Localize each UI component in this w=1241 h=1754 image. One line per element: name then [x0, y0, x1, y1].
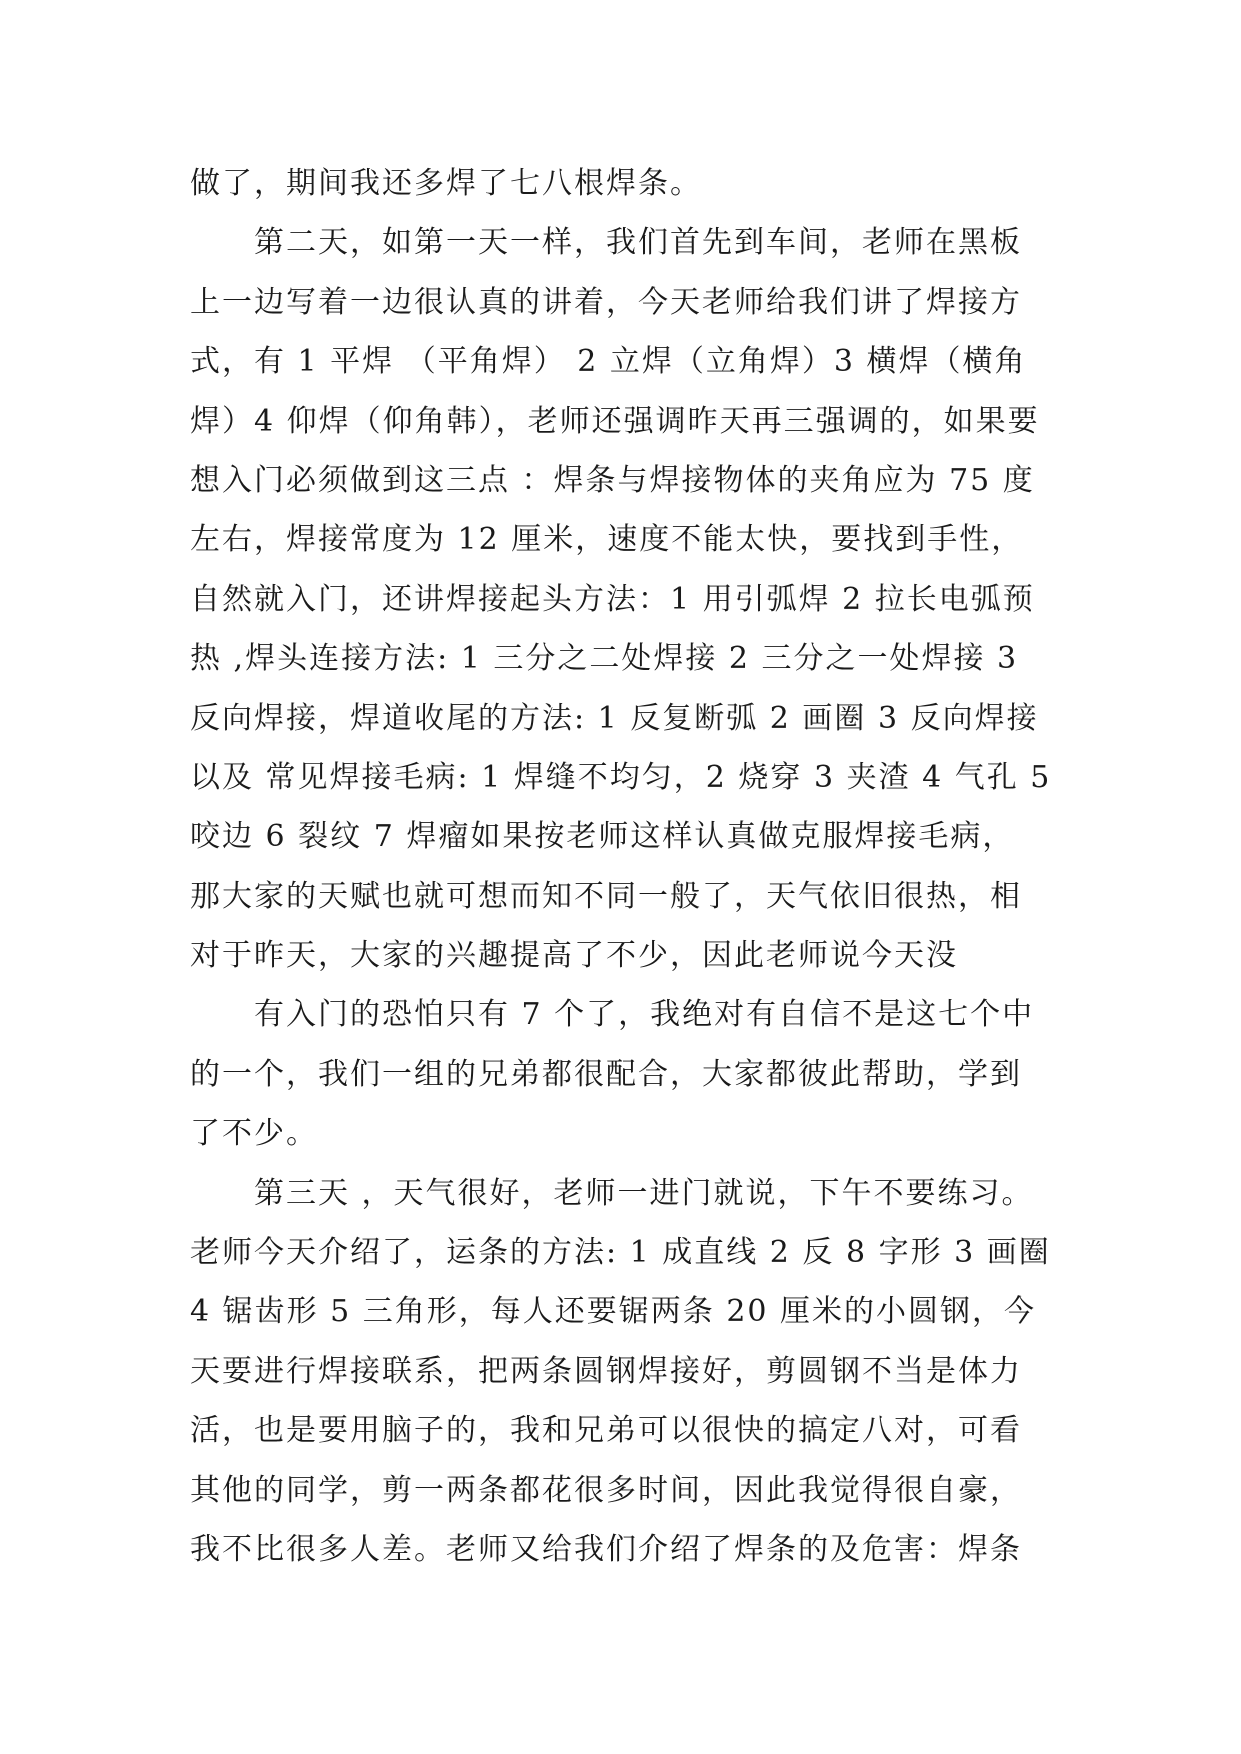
text-line: 的一个，我们一组的兄弟都很配合，大家都彼此帮助，学到	[190, 1056, 1022, 1092]
text-line: 想入门必须做到这三点 ：焊条与焊接物体的夹角应为 75 度	[190, 462, 1035, 498]
text-line: 活，也是要用脑子的，我和兄弟可以很快的搞定八对，可看	[190, 1413, 1022, 1449]
text-line: 焊）4 仰焊（仰角韩），老师还强调昨天再三强调的，如果要	[190, 403, 1040, 439]
text-line: 4 锯齿形 5 三角形，每人还要锯两条 20 厘米的小圆钢，今	[190, 1294, 1037, 1330]
paragraph-start-line: 第三天 ，天气很好，老师一进门就说，下午不要练习。	[254, 1175, 1034, 1211]
paragraph-start-line: 第二天，如第一天一样，我们首先到车间，老师在黑板	[254, 225, 1022, 261]
text-line: 我不比很多人差。老师又给我们介绍了焊条的及危害：焊条	[190, 1531, 1022, 1567]
text-line: 做了，期间我还多焊了七八根焊条。	[190, 166, 702, 201]
text-line: 上一边写着一边很认真的讲着，今天老师给我们讲了焊接方	[190, 284, 1022, 320]
body-text	[190, 154, 1060, 1579]
paragraph-start-line: 有入门的恐怕只有 7 个了，我绝对有自信不是这七个中	[254, 997, 1035, 1033]
text-line: 了不少。	[190, 1116, 318, 1152]
text-line: 对于昨天，大家的兴趣提高了不少，因此老师说今天没	[190, 938, 958, 974]
text-line: 其他的同学，剪一两条都花很多时间，因此我觉得很自豪，	[190, 1472, 1022, 1508]
text-line: 咬边 6 裂纹 7 焊瘤如果按老师这样认真做克服焊接毛病，	[190, 819, 1015, 855]
text-line: 自然就入门，还讲焊接起头方法：1 用引弧焊 2 拉长电弧预	[190, 581, 1035, 617]
text-line: 天要进行焊接联系，把两条圆钢焊接好，剪圆钢不当是体力	[190, 1353, 1022, 1389]
text-line: 老师今天介绍了，运条的方法: 1 成直线 2 反 8 字形 3 画圈	[190, 1235, 1051, 1271]
text-line: 热 ,焊头连接方法: 1 三分之二处焊接 2 三分之一处焊接 3	[190, 641, 1019, 677]
text-line: 式，有 1 平焊 （平角焊） 2 立焊（立角焊）3 横焊（横角	[190, 344, 1027, 380]
text-line: 左右，焊接常度为 12 厘米，速度不能太快，要找到手性，	[190, 522, 1024, 558]
text-line: 反向焊接，焊道收尾的方法: 1 反复断弧 2 画圈 3 反向焊接	[190, 700, 1039, 736]
text-line: 以及 常见焊接毛病: 1 焊缝不均匀，2 烧穿 3 夹渣 4 气孔 5	[190, 759, 1052, 795]
text-line: 那大家的天赋也就可想而知不同一般了，天气依旧很热，相	[190, 878, 1022, 914]
